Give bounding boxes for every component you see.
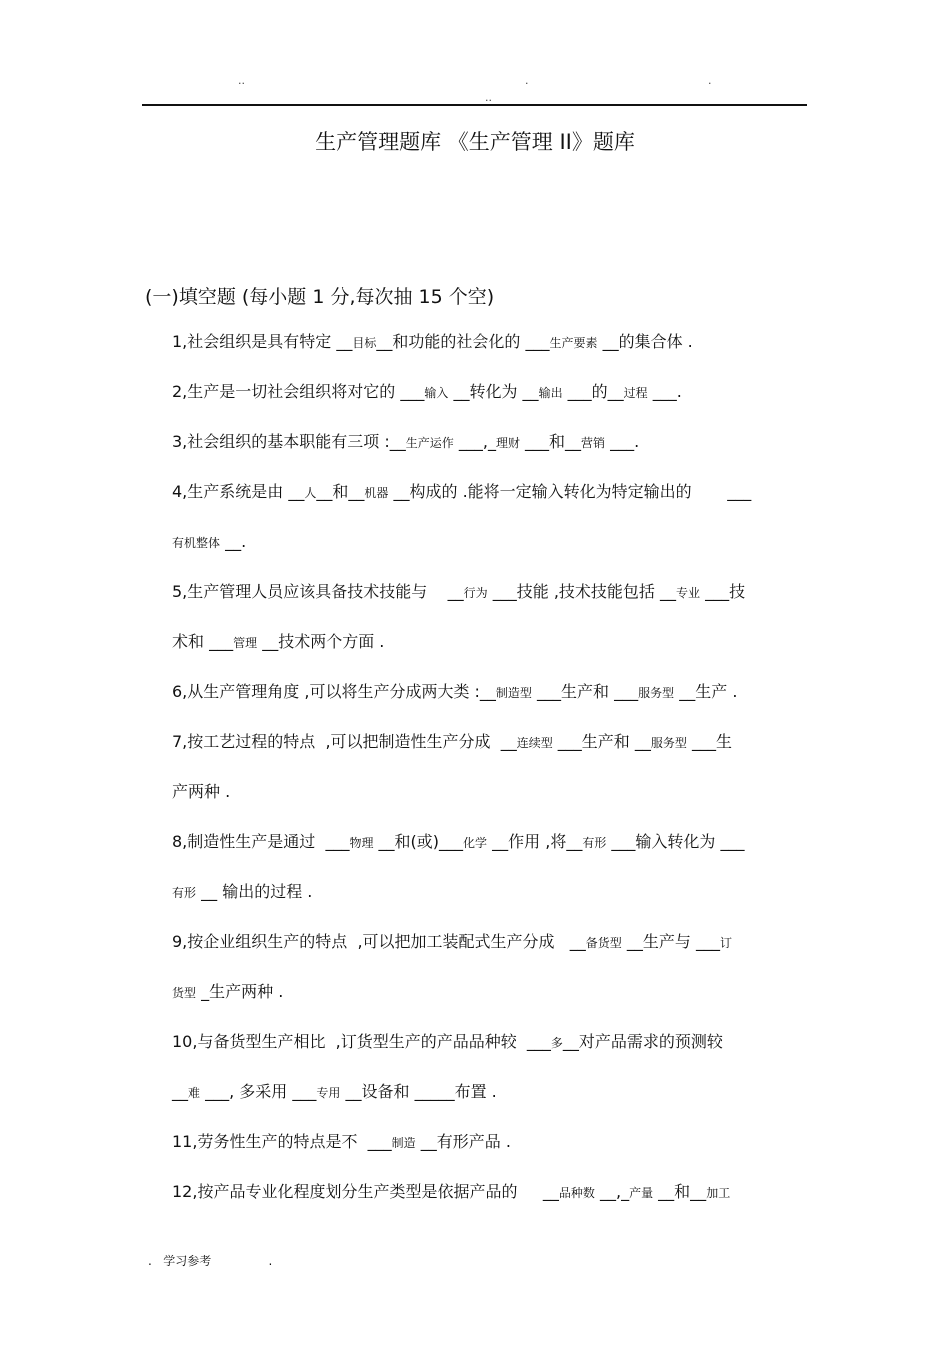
question-text: __生产与 ___ — [621, 932, 720, 951]
answer-text: 化学 — [463, 836, 488, 850]
answer-text: 专业 — [676, 586, 701, 600]
page-title: 生产管理题库 《生产管理 II》题库 — [315, 130, 635, 154]
answer-text: 货型 — [172, 986, 197, 1000]
section-heading: (一)填空题 (每小题 1 分,每次抽 15 个空) — [145, 286, 495, 308]
question-text: __转化为 __ — [448, 382, 539, 401]
header-dot: . — [525, 74, 529, 87]
answer-text: 连续型 — [516, 736, 553, 750]
question-text: 10,与备货型生产相比 ,订货型生产的产品品种较 ___ — [172, 1032, 551, 1051]
question-text: 5,生产管理人员应该具备技术技能与 __ — [172, 582, 464, 601]
question-text: ___, 多采用 ___ — [200, 1082, 317, 1101]
question-text: 3,社会组织的基本职能有三项 :__ — [172, 432, 406, 451]
answer-text: 目标 — [352, 336, 377, 350]
answer-text: 有形 — [172, 886, 197, 900]
question-text: __和功能的社会化的 ___ — [376, 332, 550, 351]
question-text: ___. — [647, 382, 682, 401]
question-text: __和__ — [316, 482, 365, 501]
question-text: ___的__ — [562, 382, 624, 401]
question-text: __有形产品 . — [415, 1132, 511, 1151]
question-text: __的集合体 . — [597, 332, 693, 351]
answer-text: 输入 — [424, 386, 449, 400]
question-text: ___和__ — [519, 432, 582, 451]
question-text: __作用 ,将__ — [487, 832, 583, 851]
answer-text: 生产要素 — [549, 336, 598, 350]
question-text: 产两种 . — [172, 782, 231, 801]
answer-text: 制造型 — [495, 686, 532, 700]
question-line — [172, 884, 312, 900]
question-line — [172, 1134, 511, 1150]
question-text: 1,社会组织是具有特定 __ — [172, 332, 353, 351]
answer-text: 专用 — [316, 1086, 341, 1100]
question-line — [172, 834, 745, 850]
answer-text: 难 — [188, 1086, 201, 1100]
answer-text: 加工 — [706, 1186, 731, 1200]
answer-text: 订 — [720, 936, 733, 950]
header-dot: . — [708, 74, 712, 87]
question-text: ___技 — [700, 582, 746, 601]
question-text: ___生 — [686, 732, 733, 751]
answer-text: 过程 — [623, 386, 648, 400]
question-line — [172, 584, 745, 600]
header-dot: .. — [238, 74, 245, 87]
question-line — [172, 734, 732, 750]
question-text: 2,生产是一切社会组织将对它的 ___ — [172, 382, 425, 401]
question-text: ___技能 ,技术技能包括 __ — [487, 582, 676, 601]
answer-text: 人 — [304, 486, 317, 500]
question-text: 8,制造性生产是通过 ___ — [172, 832, 350, 851]
question-text: ___生产和 ___ — [531, 682, 639, 701]
question-text: 11,劳务性生产的特点是不 ___ — [172, 1132, 392, 1151]
question-text: 7,按工艺过程的特点 ,可以把制造性生产分成 __ — [172, 732, 517, 751]
question-text: __设备和 _____布置 . — [340, 1082, 497, 1101]
question-line — [172, 784, 230, 800]
question-text: 术和 ___ — [172, 632, 234, 651]
question-line — [172, 1084, 497, 1100]
answer-text: 管理 — [233, 636, 258, 650]
question-text: __技术两个方面 . — [257, 632, 385, 651]
answer-text: 生产运作 — [405, 436, 454, 450]
answer-text: 有形 — [582, 836, 607, 850]
question-text: 6,从生产管理角度 ,可以将生产分成两大类 :__ — [172, 682, 496, 701]
question-line — [172, 984, 283, 1000]
question-line — [172, 684, 737, 700]
answer-text: 营销 — [581, 436, 606, 450]
answer-text: 产量 — [629, 1186, 654, 1200]
question-text: ___. — [605, 432, 640, 451]
answer-text: 备货型 — [585, 936, 622, 950]
question-line — [172, 334, 693, 350]
answer-text: 制造 — [391, 1136, 416, 1150]
answer-text: 理财 — [495, 436, 520, 450]
question-line — [172, 534, 246, 550]
answer-text: 输出 — [538, 386, 563, 400]
page-footer: . 学习参考 . — [148, 1254, 273, 1268]
answer-text: 机器 — [364, 486, 389, 500]
answer-text: 服务型 — [638, 686, 675, 700]
question-text: __. — [220, 532, 247, 551]
question-text: _生产两种 . — [196, 982, 284, 1001]
question-text: 9,按企业组织生产的特点 ,可以把加工装配式生产分成 __ — [172, 932, 586, 951]
question-text: __和(或)___ — [373, 832, 464, 851]
answer-text: 有机整体 — [172, 536, 221, 550]
question-text: __,_ — [594, 1182, 630, 1201]
question-text: __构成的 .能将一定输入转化为特定输出的 ___ — [388, 482, 752, 501]
answer-text: 品种数 — [558, 1186, 595, 1200]
question-line — [172, 634, 384, 650]
question-line — [172, 384, 682, 400]
header-dot: .. — [485, 91, 492, 104]
question-text: __和__ — [653, 1182, 707, 1201]
answer-text: 多 — [550, 1036, 563, 1050]
question-text: ___生产和 __ — [552, 732, 651, 751]
question-line — [172, 1184, 730, 1200]
answer-text: 物理 — [349, 836, 374, 850]
question-text: 4,生产系统是由 __ — [172, 482, 305, 501]
question-line — [172, 434, 639, 450]
answer-text: 行为 — [463, 586, 488, 600]
question-text: __ — [172, 1082, 188, 1101]
question-line — [172, 1034, 723, 1050]
question-text: __ 输出的过程 . — [196, 882, 313, 901]
question-text: __对产品需求的预测较 — [562, 1032, 723, 1051]
question-text: __生产 . — [674, 682, 738, 701]
question-line — [172, 934, 732, 950]
answer-text: 服务型 — [650, 736, 687, 750]
question-text: ___输入转化为 ___ — [606, 832, 745, 851]
question-text: ___,_ — [453, 432, 496, 451]
header-rule — [142, 104, 807, 106]
question-line — [172, 484, 751, 500]
question-text: 12,按产品专业化程度划分生产类型是依据产品的 __ — [172, 1182, 559, 1201]
